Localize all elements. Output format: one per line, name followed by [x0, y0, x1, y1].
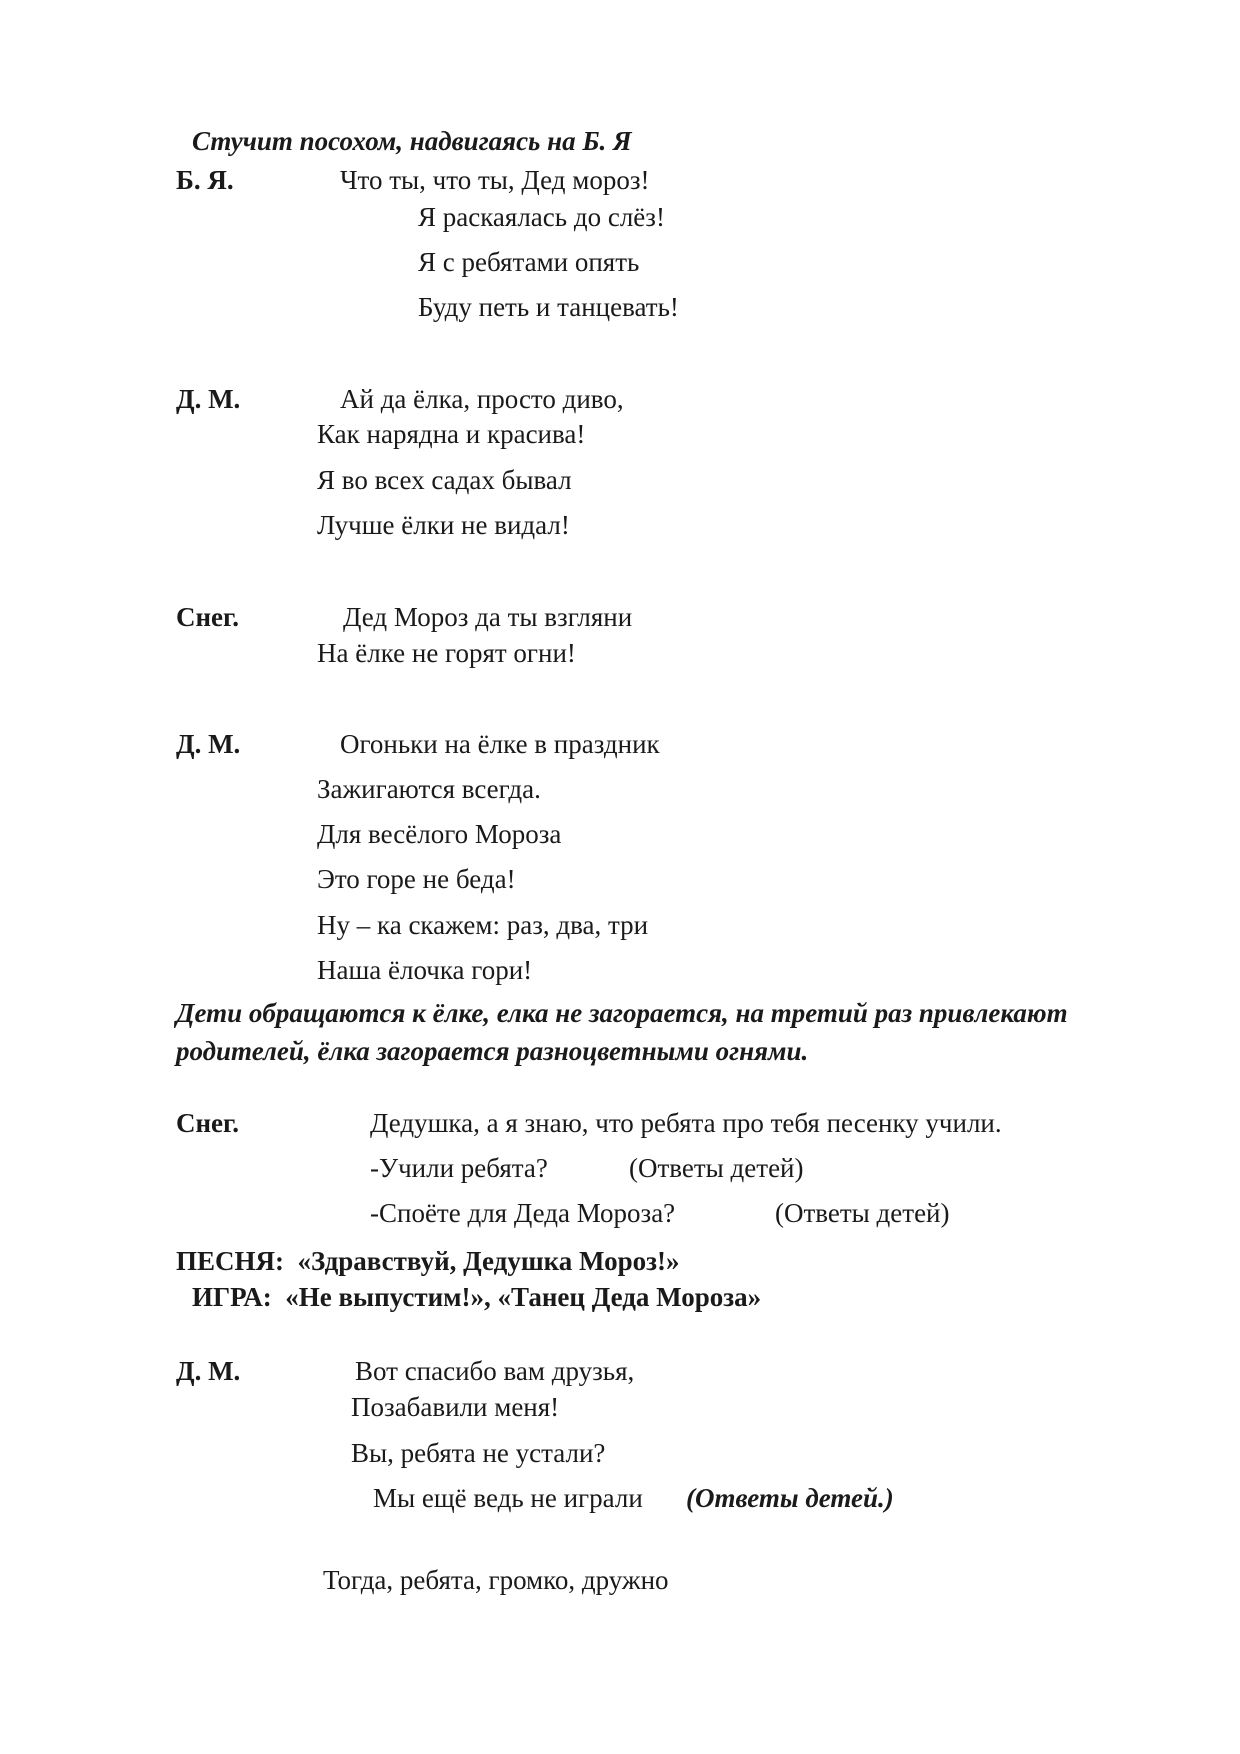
- stage-direction: Стучит посохом, надвигаясь на Б. Я: [192, 126, 632, 156]
- verse-line: Как нарядна и красива!: [317, 419, 586, 449]
- speaker-label: Снег.: [176, 602, 240, 632]
- verse-line: -Учили ребята?: [370, 1153, 548, 1183]
- audience-response: (Ответы детей): [629, 1153, 804, 1183]
- speaker-label: Снег.: [176, 1108, 240, 1138]
- song-label: ПЕСНЯ:: [176, 1246, 284, 1276]
- verse-line: Тогда, ребята, громко, дружно: [323, 1565, 669, 1595]
- stage-direction: Дети обращаются к ёлке, елка не загорается, на третий раз привлекают: [176, 998, 1068, 1028]
- song-line: [176, 1248, 680, 1275]
- verse-line: Я с ребятами опять: [418, 247, 640, 277]
- speaker-label: Д. М.: [176, 1356, 241, 1386]
- verse-line: Зажигаются всегда.: [317, 774, 541, 804]
- audience-response: (Ответы детей): [775, 1198, 950, 1228]
- speaker-label: Д. М.: [176, 384, 241, 414]
- verse-line: Мы ещё ведь не играли: [373, 1483, 643, 1513]
- verse-line: Вот спасибо вам друзья,: [355, 1356, 635, 1386]
- verse-line: Что ты, что ты, Дед мороз!: [340, 165, 650, 195]
- song-title: «Здравствуй, Дедушка Мороз!»: [297, 1246, 680, 1276]
- audience-response: (Ответы детей.): [686, 1483, 894, 1513]
- verse-line: Буду петь и танцевать!: [418, 292, 679, 322]
- speaker-label: Б. Я.: [176, 165, 234, 195]
- verse-line: Ай да ёлка, просто диво,: [340, 384, 624, 414]
- verse-line: Я раскаялась до слёз!: [418, 202, 665, 232]
- game-line: [192, 1284, 761, 1311]
- verse-line: Дед Мороз да ты взгляни: [343, 602, 633, 632]
- verse-line: Огоньки на ёлке в праздник: [340, 729, 660, 759]
- verse-line: Наша ёлочка гори!: [317, 955, 533, 985]
- game-label: ИГРА:: [192, 1282, 272, 1312]
- verse-line: Дедушка, а я знаю, что ребята про тебя песенку учили.: [370, 1108, 1002, 1138]
- verse-line: Это горе не беда!: [317, 864, 516, 894]
- stage-direction: родителей, ёлка загорается разноцветными огнями.: [176, 1036, 809, 1066]
- verse-line: -Споёте для Деда Мороза?: [370, 1198, 676, 1228]
- verse-line: На ёлке не горят огни!: [317, 638, 576, 668]
- verse-line: Я во всех садах бывал: [317, 465, 572, 495]
- verse-line: Вы, ребята не устали?: [351, 1438, 606, 1468]
- verse-line: Лучше ёлки не видал!: [317, 510, 570, 540]
- verse-line: Для весёлого Мороза: [317, 819, 562, 849]
- speaker-label: Д. М.: [176, 729, 241, 759]
- verse-line: Ну – ка скажем: раз, два, три: [317, 910, 649, 940]
- verse-line: Позабавили меня!: [351, 1392, 560, 1422]
- game-title: «Не выпустим!», «Танец Деда Мороза»: [285, 1282, 762, 1312]
